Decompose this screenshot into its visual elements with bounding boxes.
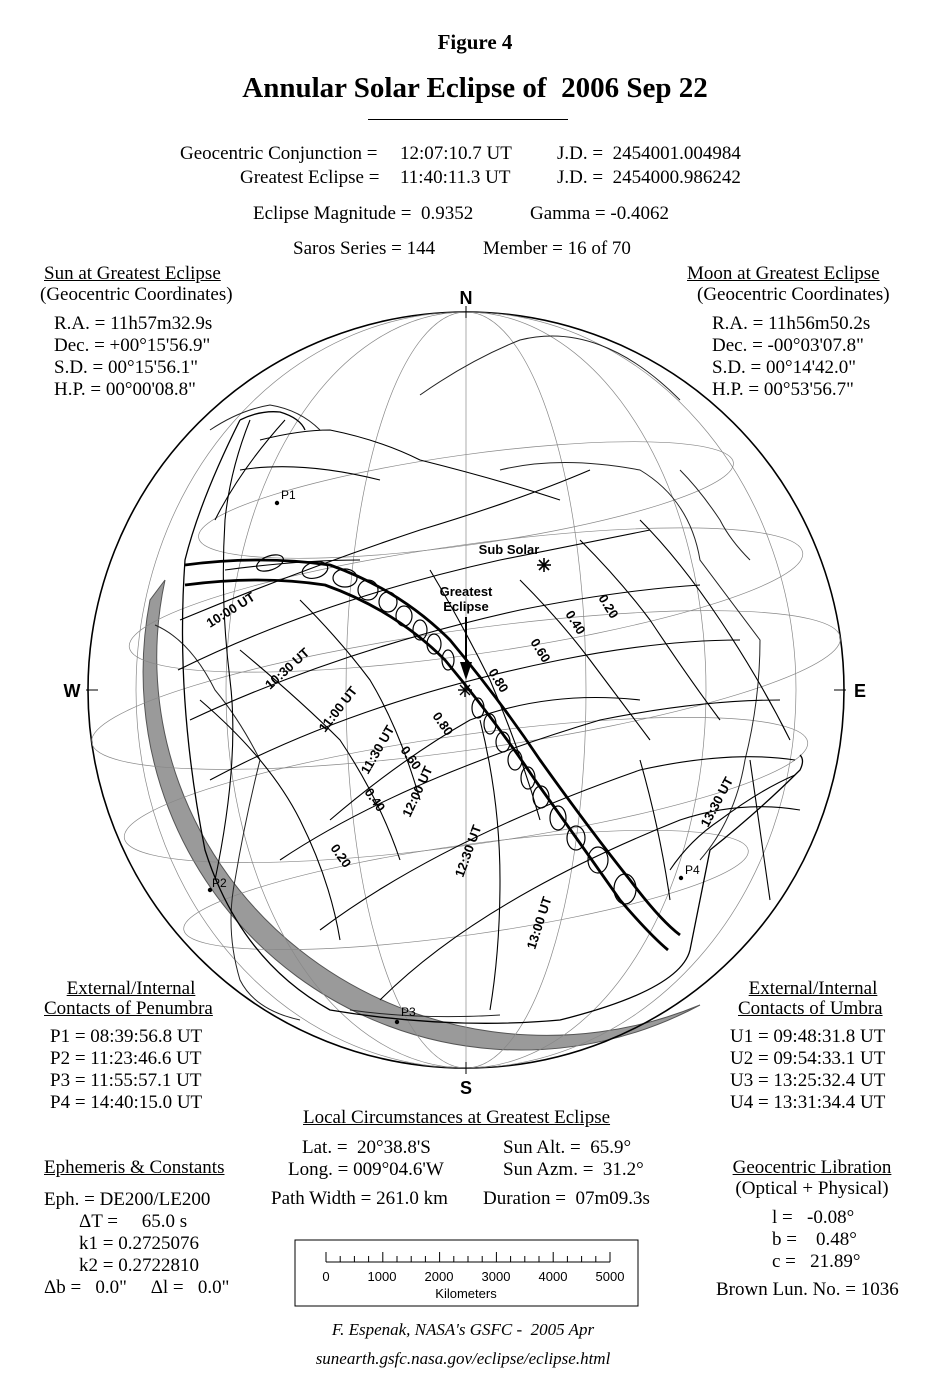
compass-east: E (853, 681, 867, 701)
page-title: Annular Solar Eclipse of 2006 Sep 22 (242, 72, 708, 104)
credits-url: sunearth.gsfc.nasa.gov/eclipse/eclipse.html (315, 1349, 611, 1368)
ephemeris-title: Ephemeris & Constants (44, 1157, 225, 1178)
moon-block-subtitle: (Geocentric Coordinates) (697, 284, 890, 305)
local-sun-azm: Sun Azm. = 31.2° (503, 1159, 644, 1180)
penumbra-contacts (50, 1026, 202, 1114)
mag-north-060: 0.60 (527, 635, 554, 666)
scale-tick-5000: 5000 (595, 1269, 625, 1284)
sun-dec: Dec. = +00°15'56.9" (54, 335, 211, 356)
sub-solar-label: Sub Solar (478, 542, 540, 557)
penumbra-p3: P3 = 11:55:57.1 UT (50, 1070, 202, 1091)
contact-point-p1 (275, 501, 279, 505)
sun-hp: H.P. = 00°00'08.8" (54, 379, 196, 400)
umbra-u3: U3 = 13:25:32.4 UT (730, 1070, 886, 1091)
sun-sd: S.D. = 00°15'56.1" (54, 357, 199, 378)
penumbra-p1: P1 = 08:39:56.8 UT (50, 1026, 203, 1047)
time-label-1130: 11:30 UT (357, 722, 398, 777)
greatest-eclipse-label: Greatest Eclipse = (240, 167, 380, 188)
time-label-1000: 10:00 UT (203, 589, 258, 631)
local-path-width: Path Width = 261.0 km (271, 1188, 448, 1209)
time-label-1230: 12:30 UT (451, 822, 485, 880)
scale-tick-2000: 2000 (424, 1269, 454, 1284)
penumbra-p4: P4 = 14:40:15.0 UT (50, 1092, 203, 1113)
sun-block-subtitle: (Geocentric Coordinates) (40, 284, 233, 305)
conjunction-label: Geocentric Conjunction = (180, 143, 378, 164)
ephemeris-k1: k1 = 0.2725076 (79, 1233, 199, 1254)
sun-ra: R.A. = 11h57m32.9s (54, 313, 213, 334)
umbra-u4: U4 = 13:31:34.4 UT (730, 1092, 886, 1113)
mag-south-040: 0.40 (361, 785, 389, 815)
conjunction-time: 12:07:10.7 UT (400, 143, 512, 164)
libration-subtitle: (Optical + Physical) (735, 1178, 889, 1199)
scale-tick-1000: 1000 (367, 1269, 397, 1284)
greatest-eclipse-jd: J.D. = 2454000.986242 (557, 167, 741, 188)
moon-sd: S.D. = 00°14'42.0" (712, 357, 857, 378)
scale-tick-3000: 3000 (481, 1269, 511, 1284)
mag-north-020: 0.20 (595, 591, 622, 622)
time-label-1330: 13:30 UT (697, 774, 737, 830)
local-circumstances-title: Local Circumstances at Greatest Eclipse (303, 1107, 611, 1128)
ephemeris-delta-t: ΔT = 65.0 s (79, 1211, 188, 1232)
local-sun-alt: Sun Alt. = 65.9° (503, 1137, 632, 1158)
greatest-eclipse-time: 11:40:11.3 UT (400, 167, 511, 188)
local-long: Long. = 009°04.6'W (288, 1159, 444, 1180)
mag-south-080: 0.80 (429, 709, 457, 739)
umbra-contacts (730, 1026, 885, 1114)
umbra-u1: U1 = 09:48:31.8 UT (730, 1026, 886, 1047)
saros-series: Saros Series = 144 (293, 238, 436, 259)
contact-point-p4 (679, 876, 683, 880)
ephemeris-delta-b-l: Δb = 0.0" Δl = 0.0" (44, 1277, 230, 1298)
scale-tick-4000: 4000 (538, 1269, 568, 1284)
greatest-eclipse-label-1: Greatest (439, 584, 493, 599)
penumbra-title-1: External/Internal (66, 978, 196, 999)
contact-label-p2: P2 (212, 876, 227, 890)
ephemeris-eph: Eph. = DE200/LE200 (44, 1189, 211, 1210)
moon-hp: H.P. = 00°53'56.7" (712, 379, 854, 400)
gamma-value: Gamma = -0.4062 (530, 203, 669, 224)
mag-south-020: 0.20 (327, 841, 355, 871)
sun-block-title: Sun at Greatest Eclipse (44, 263, 221, 284)
greatest-eclipse-marker (458, 683, 472, 697)
umbra-title-2: Contacts of Umbra (738, 998, 883, 1019)
time-label-1100: 11:00 UT (315, 683, 361, 735)
saros-member: Member = 16 of 70 (483, 238, 631, 259)
greatest-eclipse-label-2: Eclipse (443, 599, 489, 614)
ephemeris-k2: k2 = 0.2722810 (79, 1255, 199, 1276)
conjunction-jd: J.D. = 2454001.004984 (557, 143, 741, 164)
penumbra-p2: P2 = 11:23:46.6 UT (50, 1048, 202, 1069)
umbra-title-1: External/Internal (748, 978, 878, 999)
local-duration: Duration = 07m09.3s (483, 1188, 650, 1209)
moon-ra: R.A. = 11h56m50.2s (712, 313, 871, 334)
libration-title: Geocentric Libration (732, 1157, 892, 1178)
time-label-1030: 10:30 UT (261, 644, 313, 693)
moon-dec: Dec. = -00°03'07.8" (712, 335, 864, 356)
libration-b: b = 0.48° (772, 1229, 857, 1250)
figure-label: Figure 4 (437, 30, 513, 54)
compass-west: W (63, 681, 81, 701)
mag-north-080: 0.80 (485, 665, 512, 696)
time-label-1300: 13:00 UT (523, 894, 555, 951)
time-label-1200: 12:00 UT (399, 763, 436, 820)
contact-label-p3: P3 (401, 1005, 416, 1019)
eclipse-magnitude: Eclipse Magnitude = 0.9352 (253, 203, 474, 224)
compass-south: S (459, 1078, 473, 1098)
brown-lunation-number: Brown Lun. No. = 1036 (716, 1279, 899, 1300)
libration-l: l = -0.08° (772, 1207, 855, 1228)
local-lat: Lat. = 20°38.8'S (302, 1137, 431, 1158)
penumbra-title-2: Contacts of Penumbra (44, 998, 213, 1019)
contact-label-p1: P1 (281, 488, 296, 502)
scale-unit: Kilometers (435, 1286, 497, 1301)
scale-tick-0: 0 (322, 1269, 330, 1284)
sub-solar-marker (537, 558, 551, 572)
moon-block-title: Moon at Greatest Eclipse (687, 263, 880, 284)
compass-north: N (459, 288, 473, 308)
umbra-u2: U2 = 09:54:33.1 UT (730, 1048, 886, 1069)
libration-c: c = 21.89° (772, 1251, 861, 1272)
contact-point-p3 (395, 1020, 399, 1024)
mag-north-040: 0.40 (562, 607, 589, 638)
mag-south-060: 0.60 (397, 743, 425, 773)
contact-label-p4: P4 (685, 863, 700, 877)
credits-author: F. Espenak, NASA's GSFC - 2005 Apr (331, 1320, 595, 1339)
